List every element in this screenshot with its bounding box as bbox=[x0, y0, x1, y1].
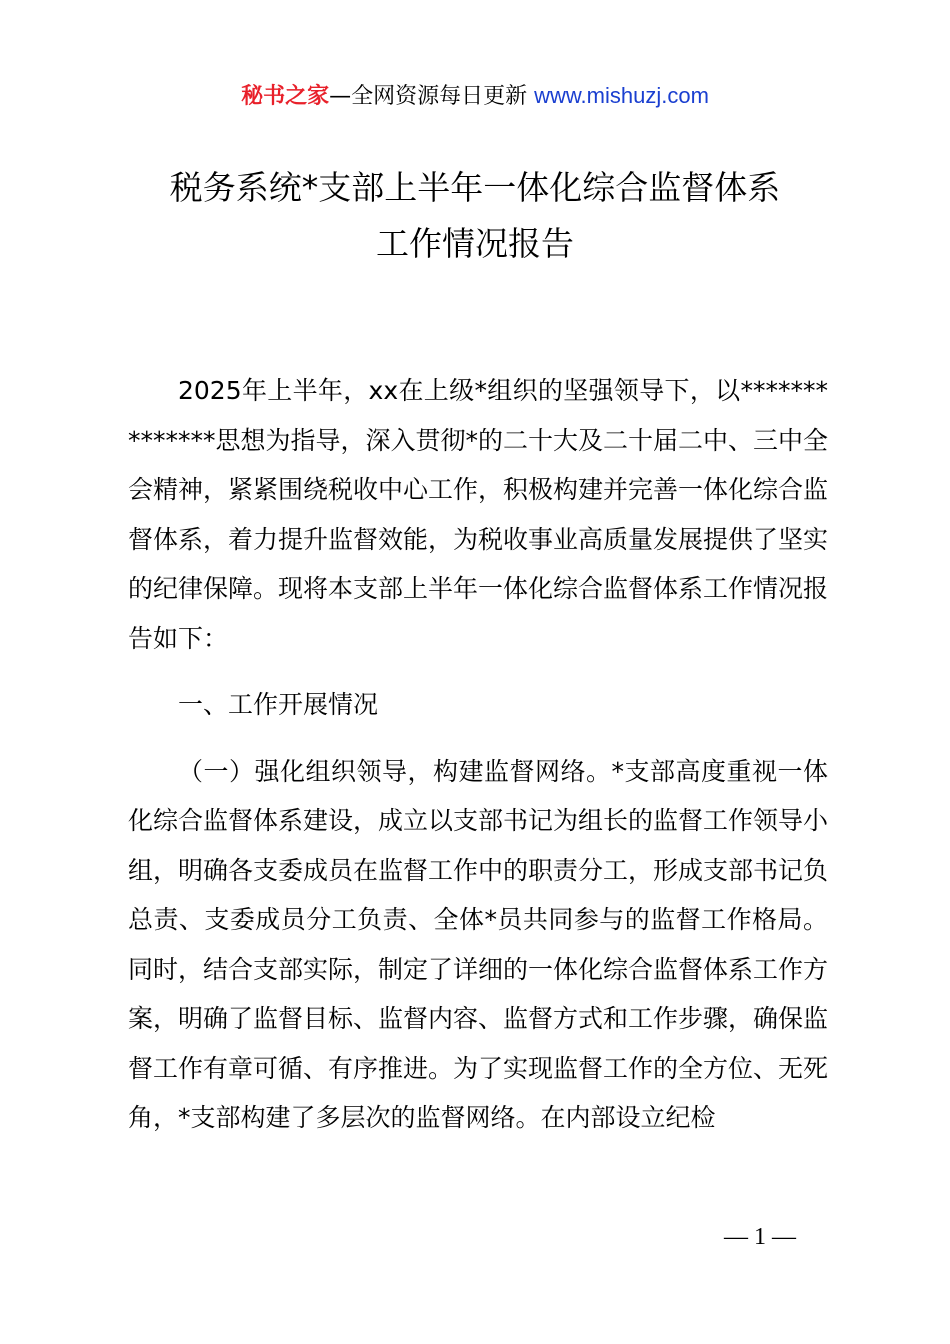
header-tagline: —全网资源每日更新 bbox=[329, 84, 535, 109]
title-line-1: 税务系统*支部上半年一体化综合监督体系 bbox=[169, 168, 781, 207]
page-number: — 1 — bbox=[724, 1224, 796, 1250]
document-title bbox=[0, 160, 950, 272]
brand-name: 秘书之家 bbox=[241, 84, 330, 109]
site-url-link[interactable]: www.mishuzj.com bbox=[534, 83, 709, 108]
title-line-2: 工作情况报告 bbox=[376, 224, 574, 263]
section-heading: 一、工作开展情况 bbox=[178, 690, 379, 719]
document-body bbox=[128, 366, 828, 1143]
site-header bbox=[0, 80, 950, 113]
body-paragraph-1: （一）强化组织领导，构建监督网络。*支部高度重视一体化综合监督体系建设，成立以支部书记为组长的监督工作领导小组，明确各支委成员在监督工作中的职责分工，形成支部书记负总责、支委成员分工负责、全体*员共同参与的监督工作格局。同时，结合支部实际，制定了详细的一体化综合监督体系工作方案，明确了监督目标、监督内容、监督方式和工作步骤，确保监督工作有章可循、有序推进。为了实现监督工作的全方位、无死角，*支部构建了多层次的监督网络。在内部设立纪检 bbox=[128, 756, 829, 1132]
intro-paragraph: 2025年上半年，xx在上级*组织的坚强领导下，以**************思想为指导，深入贯彻*的二十大及二十届二中、三中全会精神，紧紧围绕税收中心工作，积极构建并完善一体化综合监督体系，着力提升监督效能，为税收事业高质量发展提供了坚实的纪律保障。现将本支部上半年一体化综合监督体系工作情况报告如下： bbox=[128, 376, 829, 653]
